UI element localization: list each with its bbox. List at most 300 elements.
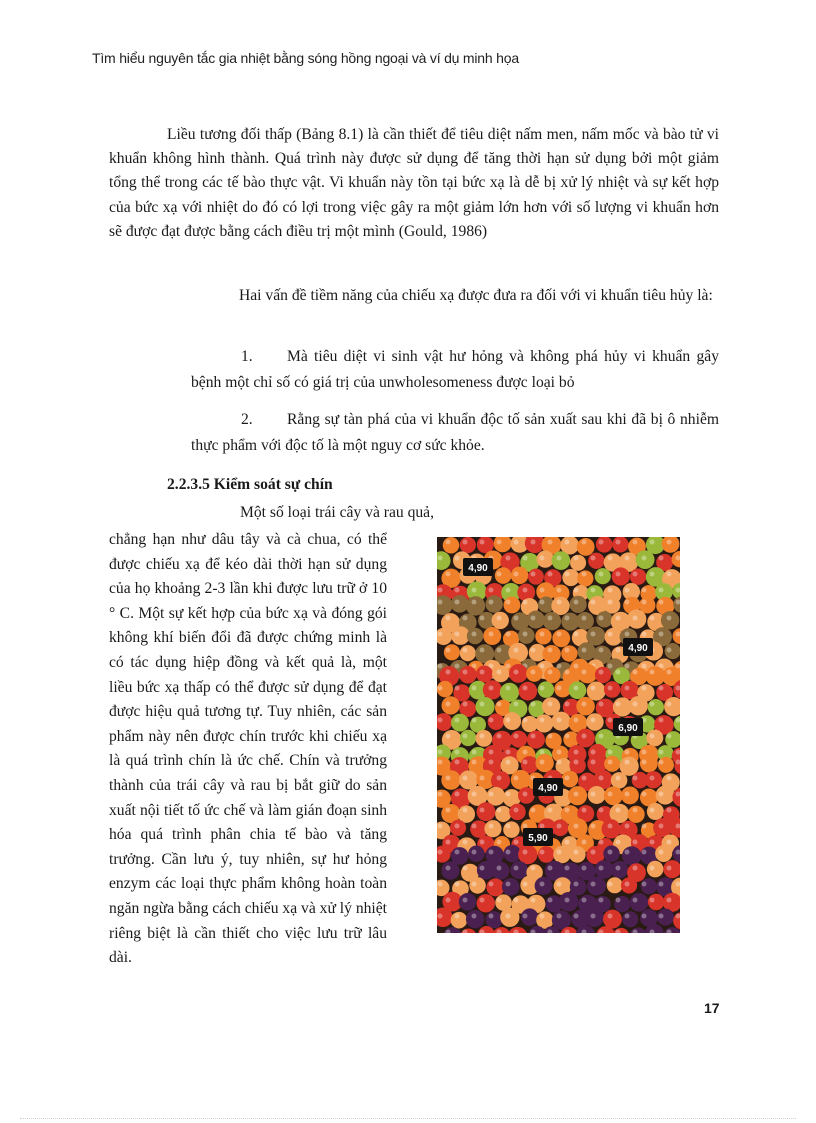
fruit-highlight bbox=[650, 572, 655, 577]
fruit-highlight bbox=[438, 750, 443, 755]
fruit-highlight bbox=[608, 850, 613, 855]
fruit-highlight bbox=[463, 840, 468, 845]
fruit-highlight bbox=[608, 632, 613, 637]
fruit-highlight bbox=[616, 840, 621, 845]
fruit-highlight bbox=[506, 750, 511, 755]
fruit-highlight bbox=[616, 648, 621, 653]
fruit-highlight bbox=[659, 914, 664, 919]
fruit-photo-illustration bbox=[437, 537, 680, 933]
fruit-highlight bbox=[523, 718, 528, 723]
fruit-highlight bbox=[667, 866, 672, 871]
fruit-highlight bbox=[523, 588, 528, 593]
fruit-highlight bbox=[650, 734, 655, 739]
fruit bbox=[552, 629, 570, 647]
fruit bbox=[527, 731, 545, 749]
list-item bbox=[191, 407, 719, 459]
fruit-highlight bbox=[463, 702, 468, 707]
fruit-highlight bbox=[642, 850, 647, 855]
fruit-highlight bbox=[582, 734, 587, 739]
fruit-highlight bbox=[667, 734, 672, 739]
fruit-highlight bbox=[616, 670, 621, 675]
fruit-highlight bbox=[599, 648, 604, 653]
fruit-highlight bbox=[667, 670, 672, 675]
fruit-highlight bbox=[446, 540, 451, 545]
fruit-highlight bbox=[472, 850, 477, 855]
fruit-highlight bbox=[582, 702, 587, 707]
fruit-highlight bbox=[557, 750, 562, 755]
fruit-highlight bbox=[497, 616, 502, 621]
fruit-highlight bbox=[582, 840, 587, 845]
fruit-highlight bbox=[540, 588, 545, 593]
fruit-highlight bbox=[531, 808, 536, 813]
fruit-highlight bbox=[625, 914, 630, 919]
fruit bbox=[611, 772, 628, 789]
fruit-highlight bbox=[650, 702, 655, 707]
fruit-highlight bbox=[514, 616, 519, 621]
fruit-highlight bbox=[625, 750, 630, 755]
fruit bbox=[460, 730, 476, 746]
fruit-highlight bbox=[463, 808, 468, 813]
fruit-highlight bbox=[565, 840, 570, 845]
fruit-highlight bbox=[667, 648, 672, 653]
fruit-highlight bbox=[489, 792, 494, 797]
fruit-highlight bbox=[489, 718, 494, 723]
fruit-highlight bbox=[548, 866, 553, 871]
fruit bbox=[444, 644, 460, 660]
fruit-highlight bbox=[531, 616, 536, 621]
fruit-highlight bbox=[591, 914, 596, 919]
fruit-highlight bbox=[608, 718, 613, 723]
fruit-highlight bbox=[514, 670, 519, 675]
fruit-highlight bbox=[650, 808, 655, 813]
fruit-highlight bbox=[625, 792, 630, 797]
fruit-highlight bbox=[642, 824, 647, 829]
fruit-highlight bbox=[489, 760, 494, 765]
fruit-highlight bbox=[497, 702, 502, 707]
fruit bbox=[492, 612, 509, 629]
fruit-highlight bbox=[574, 750, 579, 755]
fruit bbox=[648, 699, 664, 715]
fruit-highlight bbox=[506, 850, 511, 855]
fruit-highlight bbox=[497, 776, 502, 781]
fruit-highlight bbox=[582, 898, 587, 903]
fruit-highlight bbox=[642, 556, 647, 561]
fruit-highlight bbox=[659, 760, 664, 765]
fruit-highlight bbox=[565, 776, 570, 781]
fruit-highlight bbox=[582, 540, 587, 545]
fruit-highlight bbox=[565, 648, 570, 653]
fruit-highlight bbox=[616, 866, 621, 871]
fruit-highlight bbox=[489, 588, 494, 593]
fruit-highlight bbox=[582, 808, 587, 813]
fruit-highlight bbox=[463, 866, 468, 871]
fruit-highlight bbox=[531, 540, 536, 545]
fruit bbox=[595, 568, 611, 584]
fruit-highlight bbox=[523, 850, 528, 855]
fruit bbox=[451, 912, 468, 929]
fruit bbox=[588, 786, 606, 804]
fruit-highlight bbox=[489, 882, 494, 887]
fruit-highlight bbox=[616, 572, 621, 577]
fruit-highlight bbox=[565, 572, 570, 577]
fruit bbox=[538, 846, 555, 863]
fruit-highlight bbox=[540, 632, 545, 637]
fruit-highlight bbox=[472, 632, 477, 637]
fruit bbox=[510, 861, 528, 879]
fruit-highlight bbox=[455, 600, 460, 605]
fruit-highlight bbox=[455, 792, 460, 797]
fruit-highlight bbox=[659, 792, 664, 797]
fruit-highlight bbox=[463, 670, 468, 675]
fruit-highlight bbox=[650, 840, 655, 845]
fruit-highlight bbox=[599, 866, 604, 871]
fruit-highlight bbox=[455, 556, 460, 561]
fruit-highlight bbox=[548, 808, 553, 813]
fruit-highlight bbox=[506, 792, 511, 797]
fruit bbox=[647, 803, 664, 820]
fruit-highlight bbox=[625, 588, 630, 593]
fruit-highlight bbox=[540, 664, 545, 669]
fruit bbox=[569, 846, 586, 863]
fruit bbox=[485, 595, 502, 612]
fruit-highlight bbox=[608, 824, 613, 829]
fruit-highlight bbox=[531, 670, 536, 675]
fruit-highlight bbox=[472, 686, 477, 691]
fruit-highlight bbox=[574, 600, 579, 605]
fruit-highlight bbox=[633, 898, 638, 903]
fruit bbox=[442, 696, 460, 714]
fruit-highlight bbox=[582, 776, 587, 781]
fruit-highlight bbox=[659, 882, 664, 887]
fruit-highlight bbox=[642, 600, 647, 605]
fruit-highlight bbox=[608, 600, 613, 605]
fruit-highlight bbox=[608, 556, 613, 561]
fruit-highlight bbox=[591, 750, 596, 755]
fruit-highlight bbox=[642, 632, 647, 637]
fruit bbox=[536, 754, 554, 772]
fruit-highlight bbox=[523, 792, 528, 797]
fruit bbox=[569, 596, 586, 613]
fruit-highlight bbox=[548, 572, 553, 577]
fruit bbox=[604, 597, 621, 614]
fruit-highlight bbox=[608, 750, 613, 755]
fruit-highlight bbox=[438, 760, 443, 765]
fruit-highlight bbox=[540, 556, 545, 561]
fruit bbox=[578, 664, 598, 684]
fruit-highlight bbox=[506, 632, 511, 637]
fruit-highlight bbox=[514, 866, 519, 871]
fruit bbox=[630, 568, 646, 584]
fruit-highlight bbox=[650, 540, 655, 545]
fruit-highlight bbox=[599, 572, 604, 577]
fruit-highlight bbox=[591, 760, 596, 765]
fruit-highlight bbox=[489, 600, 494, 605]
fruit-highlight bbox=[506, 914, 511, 919]
fruit-highlight bbox=[599, 734, 604, 739]
fruit-highlight bbox=[438, 686, 443, 691]
fruit-highlight bbox=[531, 866, 536, 871]
fruit-highlight bbox=[497, 808, 502, 813]
fruit bbox=[466, 596, 485, 615]
fruit bbox=[475, 697, 494, 716]
fruit-highlight bbox=[446, 866, 451, 871]
fruit-highlight bbox=[633, 540, 638, 545]
fruit bbox=[587, 682, 606, 701]
fruit bbox=[441, 861, 459, 879]
fruit-highlight bbox=[625, 664, 630, 669]
fruit-highlight bbox=[472, 792, 477, 797]
fruit-highlight bbox=[557, 882, 562, 887]
fruit-highlight bbox=[574, 664, 579, 669]
fruit bbox=[612, 537, 628, 553]
fruit-highlight bbox=[650, 866, 655, 871]
fruit-highlight bbox=[616, 540, 621, 545]
fruit bbox=[576, 612, 594, 630]
fruit-highlight bbox=[514, 808, 519, 813]
fruit-highlight bbox=[650, 898, 655, 903]
fruit bbox=[500, 683, 519, 702]
fruit-highlight bbox=[497, 540, 502, 545]
list-item-text: Rằng sự tàn phá của vi khuẩn độc tố sản xuất sau khi đã bị ô nhiễm thực phẩm với độc tố là một nguy cơ sức khỏe. bbox=[191, 411, 719, 454]
fruit-highlight bbox=[455, 750, 460, 755]
fruit-highlight bbox=[548, 898, 553, 903]
fruit bbox=[562, 569, 579, 586]
fruit-highlight bbox=[540, 600, 545, 605]
fruit-highlight bbox=[642, 750, 647, 755]
fruit-highlight bbox=[608, 882, 613, 887]
fruit-highlight bbox=[438, 824, 443, 829]
fruit bbox=[443, 537, 459, 553]
fruit-highlight bbox=[438, 556, 443, 561]
list-item-number: 2. bbox=[241, 411, 253, 428]
fruit-highlight bbox=[472, 824, 477, 829]
fruit-highlight bbox=[506, 686, 511, 691]
fruit-highlight bbox=[582, 648, 587, 653]
fruit-highlight bbox=[463, 734, 468, 739]
fruit-highlight bbox=[591, 588, 596, 593]
fruit-highlight bbox=[540, 718, 545, 723]
fruit-highlight bbox=[659, 600, 664, 605]
fruit-highlight bbox=[599, 702, 604, 707]
fruit-highlight bbox=[497, 670, 502, 675]
fruit-highlight bbox=[650, 616, 655, 621]
fruit-highlight bbox=[574, 824, 579, 829]
fruit-highlight bbox=[480, 648, 485, 653]
fruit-highlight bbox=[659, 686, 664, 691]
fruit-highlight bbox=[506, 718, 511, 723]
fruit-highlight bbox=[463, 616, 468, 621]
fruit-highlight bbox=[523, 556, 528, 561]
fruit-highlight bbox=[497, 840, 502, 845]
fruit-highlight bbox=[642, 664, 647, 669]
fruit-highlight bbox=[625, 760, 630, 765]
fruit-highlight bbox=[557, 824, 562, 829]
fruit-highlight bbox=[616, 898, 621, 903]
fruit-highlight bbox=[540, 750, 545, 755]
fruit-highlight bbox=[506, 760, 511, 765]
fruit-highlight bbox=[608, 914, 613, 919]
fruit-highlight bbox=[667, 540, 672, 545]
fruit bbox=[646, 729, 663, 746]
fruit-highlight bbox=[446, 734, 451, 739]
fruit bbox=[485, 911, 502, 928]
fruit-highlight bbox=[616, 702, 621, 707]
fruit-highlight bbox=[480, 616, 485, 621]
fruit-highlight bbox=[548, 734, 553, 739]
fruit-highlight bbox=[625, 600, 630, 605]
fruit-highlight bbox=[480, 866, 485, 871]
fruit-highlight bbox=[574, 556, 579, 561]
fruit-highlight bbox=[548, 616, 553, 621]
fruit bbox=[484, 820, 501, 837]
fruit-highlight bbox=[446, 702, 451, 707]
fruit-highlight bbox=[599, 808, 604, 813]
fruit bbox=[629, 696, 648, 715]
fruit-highlight bbox=[659, 556, 664, 561]
fruit-highlight bbox=[633, 866, 638, 871]
fruit-highlight bbox=[514, 572, 519, 577]
fruit-highlight bbox=[625, 882, 630, 887]
fruit-highlight bbox=[599, 898, 604, 903]
fruit-highlight bbox=[574, 882, 579, 887]
fruit-highlight bbox=[497, 572, 502, 577]
fruit-highlight bbox=[472, 882, 477, 887]
fruit-highlight bbox=[463, 898, 468, 903]
list-item bbox=[191, 344, 719, 396]
fruit bbox=[477, 894, 495, 912]
fruit-highlight bbox=[574, 792, 579, 797]
fruit-highlight bbox=[514, 702, 519, 707]
fruit-highlight bbox=[446, 616, 451, 621]
fruit bbox=[604, 756, 620, 772]
fruit-highlight bbox=[446, 648, 451, 653]
fruit-highlight bbox=[625, 556, 630, 561]
fruit-highlight bbox=[455, 686, 460, 691]
fruit bbox=[647, 861, 664, 878]
fruit-highlight bbox=[489, 686, 494, 691]
fruit bbox=[543, 612, 561, 630]
fruit-highlight bbox=[480, 840, 485, 845]
fruit-highlight bbox=[438, 882, 443, 887]
fruit-highlight bbox=[599, 670, 604, 675]
fruit bbox=[553, 846, 570, 863]
fruit-highlight bbox=[574, 686, 579, 691]
fruit-highlight bbox=[438, 850, 443, 855]
fruit-highlight bbox=[565, 702, 570, 707]
fruit-highlight bbox=[599, 840, 604, 845]
fruit-highlight bbox=[608, 792, 613, 797]
fruit-highlight bbox=[591, 686, 596, 691]
fruit bbox=[612, 567, 630, 585]
fruit bbox=[528, 569, 544, 585]
fruit-highlight bbox=[514, 840, 519, 845]
fruit-highlight bbox=[608, 760, 613, 765]
fruit-highlight bbox=[633, 572, 638, 577]
fruit-highlight bbox=[591, 632, 596, 637]
fruit-highlight bbox=[667, 702, 672, 707]
fruit bbox=[562, 771, 579, 788]
fruit-highlight bbox=[497, 866, 502, 871]
fruit bbox=[561, 645, 577, 661]
fruit-highlight bbox=[667, 572, 672, 577]
running-header: Tìm hiểu nguyên tắc gia nhiệt bằng sóng hồng ngoại và ví dụ minh họa bbox=[92, 50, 519, 66]
fruit-highlight bbox=[650, 670, 655, 675]
fruit-highlight bbox=[557, 556, 562, 561]
fruit-highlight bbox=[489, 850, 494, 855]
fruit bbox=[527, 611, 545, 629]
fruit bbox=[648, 894, 664, 910]
fruit bbox=[459, 893, 477, 911]
fruit-highlight bbox=[472, 760, 477, 765]
fruit-highlight bbox=[497, 734, 502, 739]
fruit-highlight bbox=[659, 632, 664, 637]
fruit-highlight bbox=[625, 850, 630, 855]
fruit bbox=[655, 845, 672, 862]
fruit-highlight bbox=[557, 686, 562, 691]
fruit-highlight bbox=[455, 882, 460, 887]
fruit-highlight bbox=[557, 588, 562, 593]
fruit-highlight bbox=[438, 632, 443, 637]
fruit-highlight bbox=[582, 616, 587, 621]
fruit-highlight bbox=[472, 750, 477, 755]
fruit-highlight bbox=[608, 588, 613, 593]
fruit bbox=[622, 911, 638, 927]
fruit-highlight bbox=[608, 664, 613, 669]
fruit-highlight bbox=[480, 734, 485, 739]
fruit-highlight bbox=[667, 776, 672, 781]
fruit-highlight bbox=[446, 808, 451, 813]
fruit-highlight bbox=[540, 850, 545, 855]
fruit-highlight bbox=[472, 914, 477, 919]
fruit-highlight bbox=[548, 648, 553, 653]
fruit-highlight bbox=[608, 686, 613, 691]
fruit-highlight bbox=[557, 664, 562, 669]
fruit-highlight bbox=[565, 734, 570, 739]
fruit-highlight bbox=[438, 664, 443, 669]
fruit-highlight bbox=[480, 898, 485, 903]
fruit bbox=[476, 666, 493, 683]
fruit bbox=[451, 714, 469, 732]
fruit-highlight bbox=[565, 898, 570, 903]
fruit bbox=[503, 597, 520, 614]
fruit-highlight bbox=[480, 670, 485, 675]
fruit-highlight bbox=[523, 750, 528, 755]
list-item-number: 1. bbox=[241, 348, 253, 365]
fruit-highlight bbox=[557, 718, 562, 723]
fruit bbox=[576, 697, 595, 716]
fruit-highlight bbox=[557, 850, 562, 855]
fruit-highlight bbox=[523, 824, 528, 829]
fruit bbox=[477, 802, 496, 821]
fruit-highlight bbox=[642, 686, 647, 691]
fruit-highlight bbox=[463, 648, 468, 653]
fruit-highlight bbox=[523, 914, 528, 919]
price-tag-text: 5,90 bbox=[528, 833, 548, 844]
fruit-highlight bbox=[540, 882, 545, 887]
fruit-highlight bbox=[446, 776, 451, 781]
fruit bbox=[587, 876, 606, 895]
fruit bbox=[576, 729, 595, 748]
fruit bbox=[441, 770, 461, 790]
fruit-highlight bbox=[438, 600, 443, 605]
fruit bbox=[603, 910, 622, 929]
fruit-highlight bbox=[489, 824, 494, 829]
fruit-highlight bbox=[667, 840, 672, 845]
fruit-highlight bbox=[565, 616, 570, 621]
fruit bbox=[595, 667, 611, 683]
fruit-highlight bbox=[455, 632, 460, 637]
fruit-highlight bbox=[455, 824, 460, 829]
